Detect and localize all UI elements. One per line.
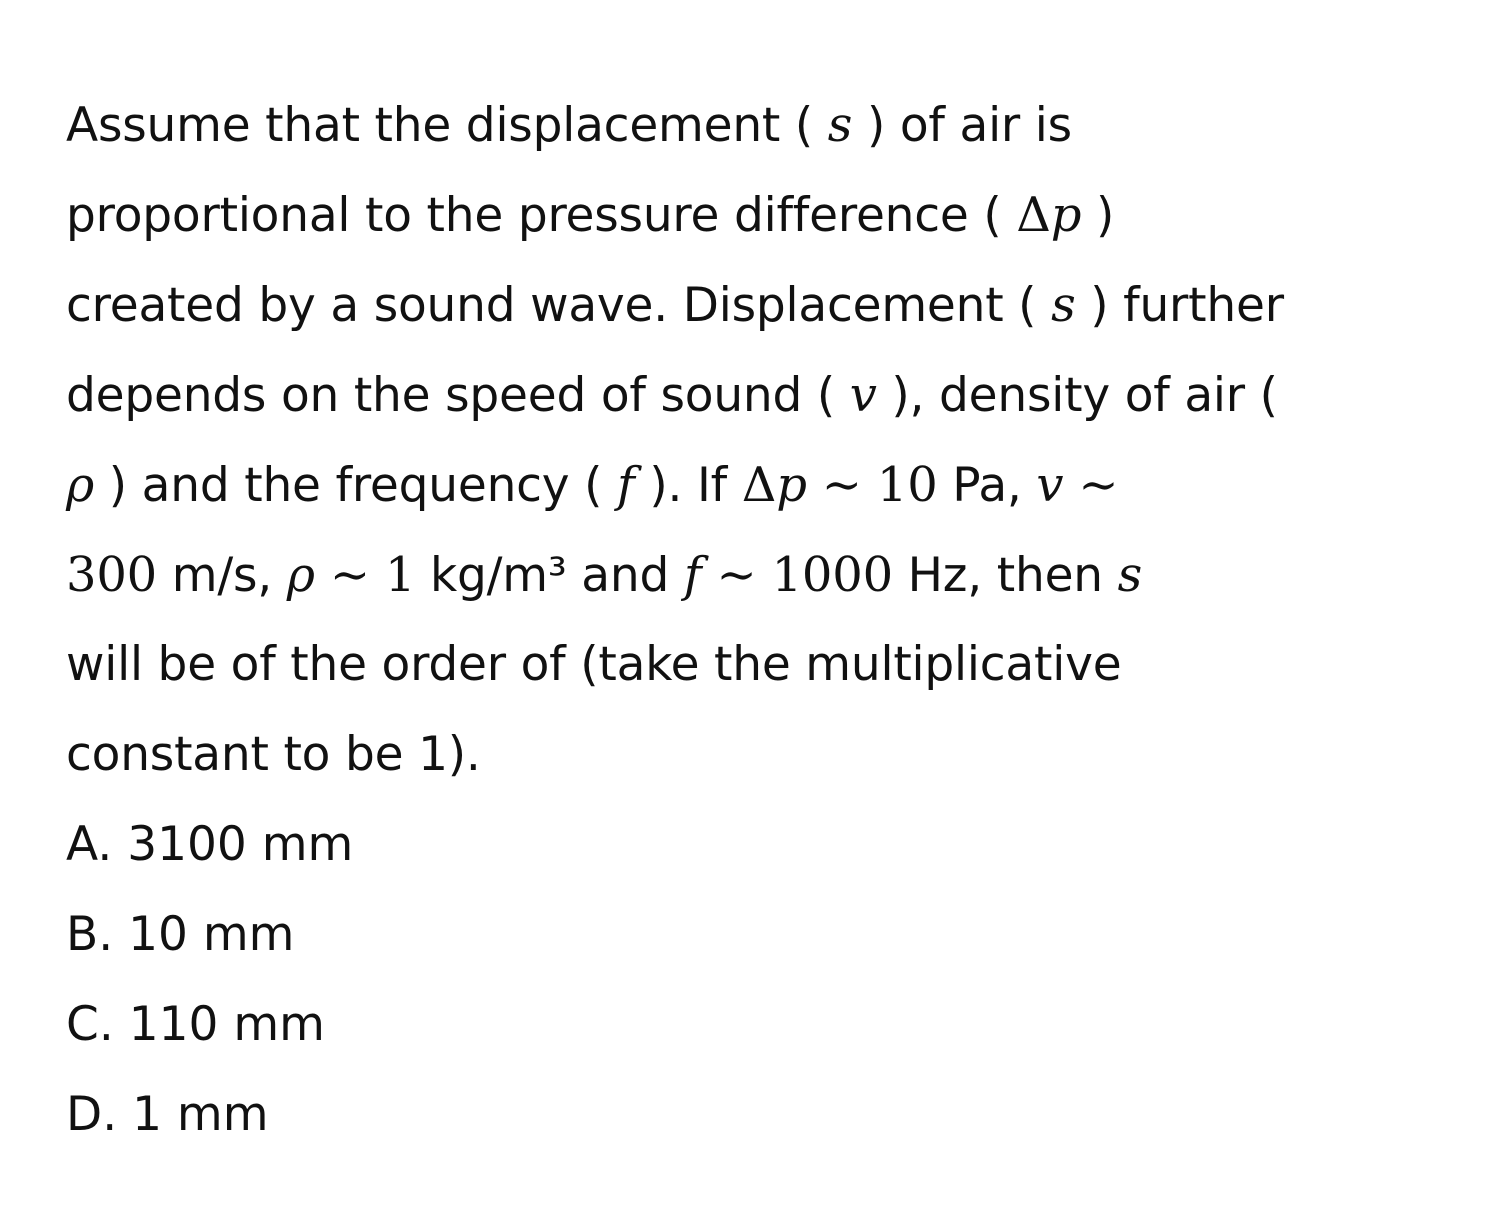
math-s: s: [1051, 277, 1076, 333]
option-letter: A.: [66, 817, 113, 872]
option-text: 1 mm: [132, 1087, 269, 1142]
math-rho: ρ: [286, 547, 315, 603]
option-text: 110 mm: [128, 997, 325, 1052]
math-number: 10: [876, 457, 938, 513]
option-d[interactable]: [66, 1070, 1446, 1160]
math-number: 300: [66, 547, 158, 603]
question-document: [66, 80, 1446, 1160]
question-line-6: 300 m/s, ρ ∼ 1 kg/m³ and f ∼ 1000 Hz, then s: [66, 547, 1143, 603]
option-letter: D.: [66, 1087, 118, 1142]
question-line-5: ρ ) and the frequency ( f ). If Δp ∼ 10 Pa, v ∼: [66, 457, 1119, 513]
math-sim: ∼: [1063, 457, 1119, 513]
question-line-1: Assume that the displacement ( s ) of air is: [66, 97, 1072, 153]
option-a[interactable]: [66, 800, 1446, 890]
question-line-8: constant to be 1).: [66, 727, 481, 782]
option-c[interactable]: [66, 980, 1446, 1070]
option-letter: C.: [66, 997, 114, 1052]
math-sim: ∼: [701, 547, 772, 603]
math-p: p: [1050, 187, 1082, 243]
math-number: 1000: [771, 547, 893, 603]
math-p: p: [776, 457, 807, 513]
math-v: v: [849, 367, 877, 423]
option-text: 10 mm: [128, 907, 295, 962]
math-s: s: [1117, 547, 1143, 603]
question-line-7: will be of the order of (take the multiplicative: [66, 637, 1122, 692]
math-sim: ∼: [806, 457, 877, 513]
question-line-4: depends on the speed of sound ( v ), density of air (: [66, 367, 1278, 423]
option-letter: B.: [66, 907, 114, 962]
math-f: f: [683, 547, 702, 603]
math-v: v: [1036, 457, 1064, 513]
question-line-3: created by a sound wave. Displacement ( s ) further: [66, 277, 1284, 333]
math-f: f: [617, 457, 635, 513]
math-sim: ∼: [314, 547, 385, 603]
option-text: 3100 mm: [127, 817, 354, 872]
math-delta: Δ: [1016, 187, 1051, 243]
question-line-2: proportional to the pressure difference ( Δp ): [66, 187, 1115, 243]
math-s: s: [827, 97, 853, 153]
math-rho: ρ: [66, 457, 95, 513]
math-delta: Δ: [741, 457, 777, 513]
option-b[interactable]: [66, 890, 1446, 980]
math-number: 1: [384, 547, 416, 603]
